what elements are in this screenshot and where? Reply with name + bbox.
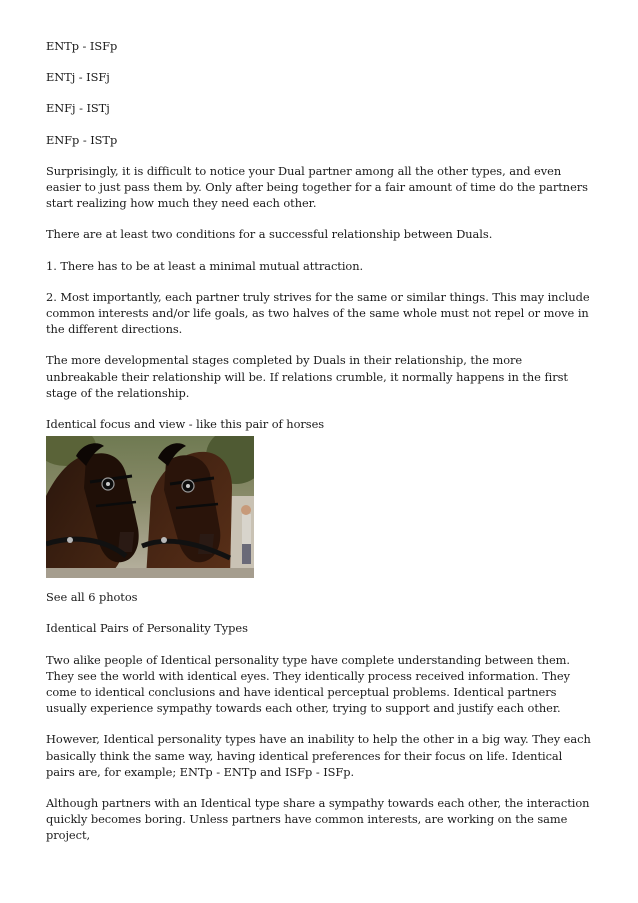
paragraph-however: However, Identical personality types have an inability to help the other in a big way. They each basically think the same way, having identical preferences for their focus on life. Identical pairs are, for example; ENTp - ENTp and ISFp - ISFp. [46, 732, 591, 779]
section-heading: Identical Pairs of Personality Types [46, 621, 248, 636]
condition-2: 2. Most importantly, each partner truly strives for the same or similar things. This may include common interests and/or life goals, as two halves of the same whole must not repel or move in the different directions. [46, 289, 590, 337]
paragraph-surprisingly: Surprisingly, it is difficult to notice your Dual partner among all the other types, and even easier to just pass them by. Only after being together for a fair amount of time do the partners start realizing how much they need each other. [46, 163, 588, 211]
paragraph-two-alike: Two alike people of Identical personality type have complete understanding between them. They see the world with identical eyes. They identically process received information. They come to identical conclusions and have identical perceptual problems. Identical partners usually experience sympathy towards each other, trying to support and justify each other. [46, 652, 571, 716]
paragraph-conditions: There are at least two conditions for a successful relationship between Duals. [46, 227, 493, 242]
type-pair-line: ENTj - ISFj [46, 70, 110, 85]
type-pair-line: ENFj - ISTj [46, 101, 110, 116]
type-pair-line: ENTp - ISFp [46, 39, 118, 53]
condition-1: 1. There has to be at least a minimal mutual attraction. [46, 258, 364, 273]
paragraph-developmental: The more developmental stages completed by Duals in their relationship, the more unbreakable their relationship will be. If relations crumble, it normally happens in the first stage of the relationship. [46, 353, 568, 400]
type-pair-line: ENFp - ISTp [46, 132, 118, 147]
see-all-photos-link[interactable]: See all 6 photos [46, 590, 138, 605]
photo-caption: Identical focus and view - like this pair of horses [46, 417, 325, 432]
horses-image [46, 436, 254, 578]
document-page [46, 38, 594, 844]
horses-photo [46, 436, 254, 578]
paragraph-although: Although partners with an Identical type share a sympathy towards each other, the interaction quickly becomes boring. Unless partners have common interests, are working on the same project, [46, 796, 590, 843]
